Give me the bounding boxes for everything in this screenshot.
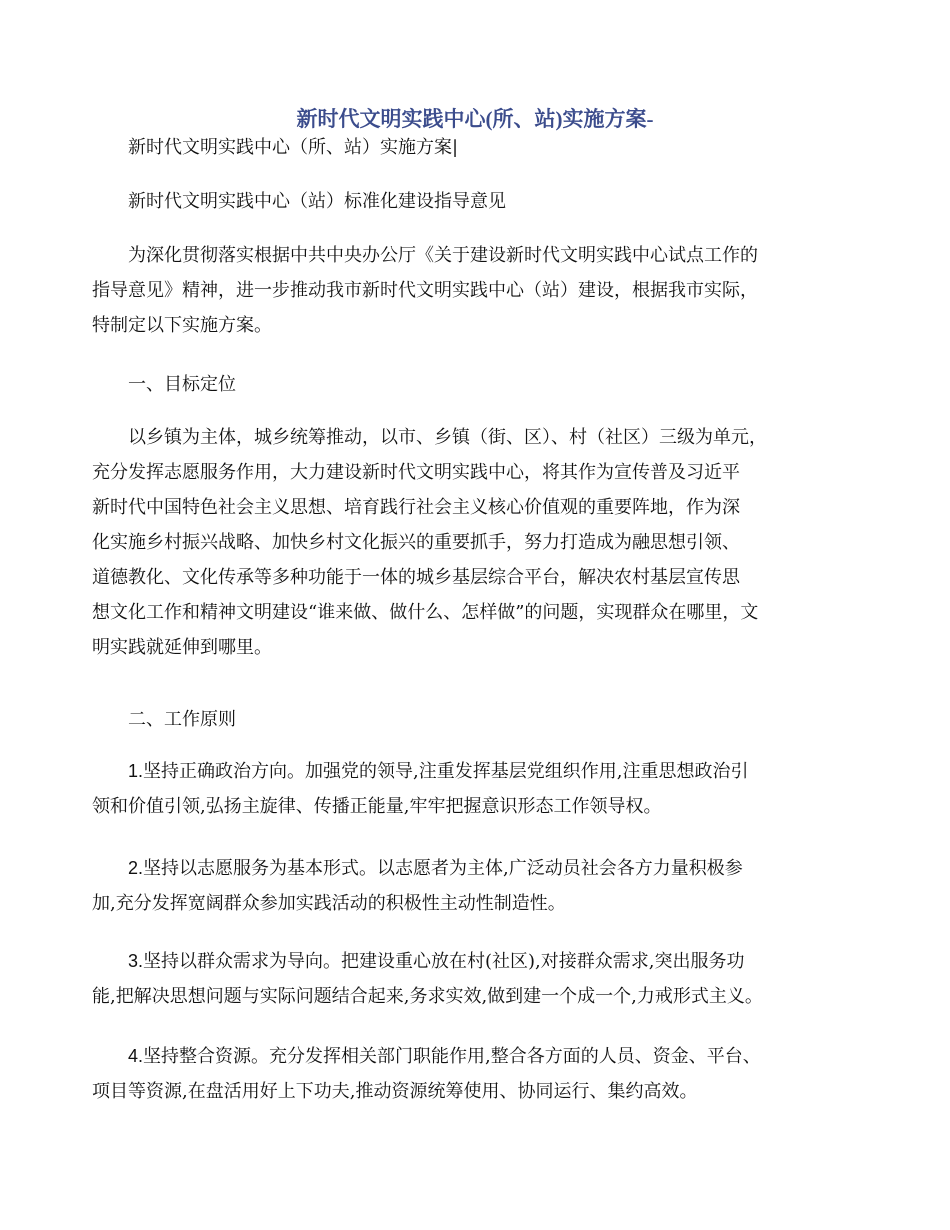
intro-paragraph [92, 238, 882, 343]
principle-2 [92, 851, 882, 921]
subtitle-line: 新时代文明实践中心（所、站）实施方案| [128, 137, 459, 158]
section1-heading [92, 367, 882, 402]
section1-paragraph [92, 420, 882, 665]
paragraph-line: 指导意见》精神，进一步推动我市新时代文明实践中心（站）建设，根据我市实际， [92, 280, 758, 301]
section2-heading [92, 702, 882, 737]
guideline-heading-line: 新时代文明实践中心（站）标准化建设指导意见 [128, 191, 506, 212]
principle-4 [92, 1039, 882, 1109]
paragraph-line: 新时代中国特色社会主义思想、培育践行社会主义核心价值观的重要阵地，作为深 [92, 497, 740, 518]
guideline-heading [92, 184, 882, 219]
paragraph-line [92, 1039, 882, 1074]
document-title: 新时代文明实践中心(所、站)实施方案- [296, 107, 654, 131]
principle-number: 1. [128, 761, 144, 781]
principle-number: 4. [128, 1046, 144, 1066]
principle-number: 2. [128, 858, 144, 878]
paragraph-line [92, 851, 882, 886]
paragraph-line: 道德教化、文化传承等多种功能于一体的城乡基层综合平台，解决农村基层宣传思 [92, 567, 740, 588]
paragraph-line: 想文化工作和精神文明建设“谁来做、做什么、怎样做”的问题，实现群众在哪里，文 [92, 602, 759, 623]
principle-number: 3. [128, 951, 144, 971]
paragraph-line: 明实践就延伸到哪里。 [92, 637, 272, 658]
paragraph-line: 为深化贯彻落实根据中共中央办公厅《关于建设新时代文明实践中心试点工作的 [128, 245, 758, 266]
paragraph-line: 领和价值引领,弘扬主旋律、传播正能量,牢牢把握意识形态工作领导权。 [92, 796, 662, 817]
paragraph-line [92, 944, 882, 979]
paragraph-line [92, 754, 882, 789]
paragraph-line: 以乡镇为主体，城乡统筹推动，以市、乡镇（街、区）、村（社区）三级为单元， [128, 427, 767, 448]
document-subtitle [92, 130, 882, 165]
section-heading-line: 二、工作原则 [128, 709, 236, 730]
principle-text: 坚持整合资源。充分发挥相关部门职能作用,整合各方面的人员、资金、平台、 [143, 1046, 761, 1067]
paragraph-line: 化实施乡村振兴战略、加快乡村文化振兴的重要抓手，努力打造成为融思想引领、 [92, 532, 740, 553]
principle-text: 坚持以群众需求为导向。把建设重心放在村(社区),对接群众需求,突出服务功 [143, 951, 745, 972]
paragraph-line: 项目等资源,在盘活用好上下功夫,推动资源统筹使用、协同运行、集约高效。 [92, 1081, 698, 1102]
principle-text: 坚持正确政治方向。加强党的领导,注重发挥基层党组织作用,注重思想政治引 [143, 761, 749, 782]
paragraph-line: 能,把解决思想问题与实际问题结合起来,务求实效,做到建一个成一个,力戒形式主义。 [92, 986, 763, 1007]
paragraph-line: 充分发挥志愿服务作用，大力建设新时代文明实践中心，将其作为宣传普及习近平 [92, 462, 740, 483]
section-heading-line: 一、目标定位 [128, 374, 236, 395]
principle-3 [92, 944, 882, 1014]
principle-1 [92, 754, 882, 824]
paragraph-line: 特制定以下实施方案。 [92, 315, 272, 336]
principle-text: 坚持以志愿服务为基本形式。以志愿者为主体,广泛动员社会各方力量积极参 [143, 858, 743, 879]
paragraph-line: 加,充分发挥宽阔群众参加实践活动的积极性主动性制造性。 [92, 893, 566, 914]
